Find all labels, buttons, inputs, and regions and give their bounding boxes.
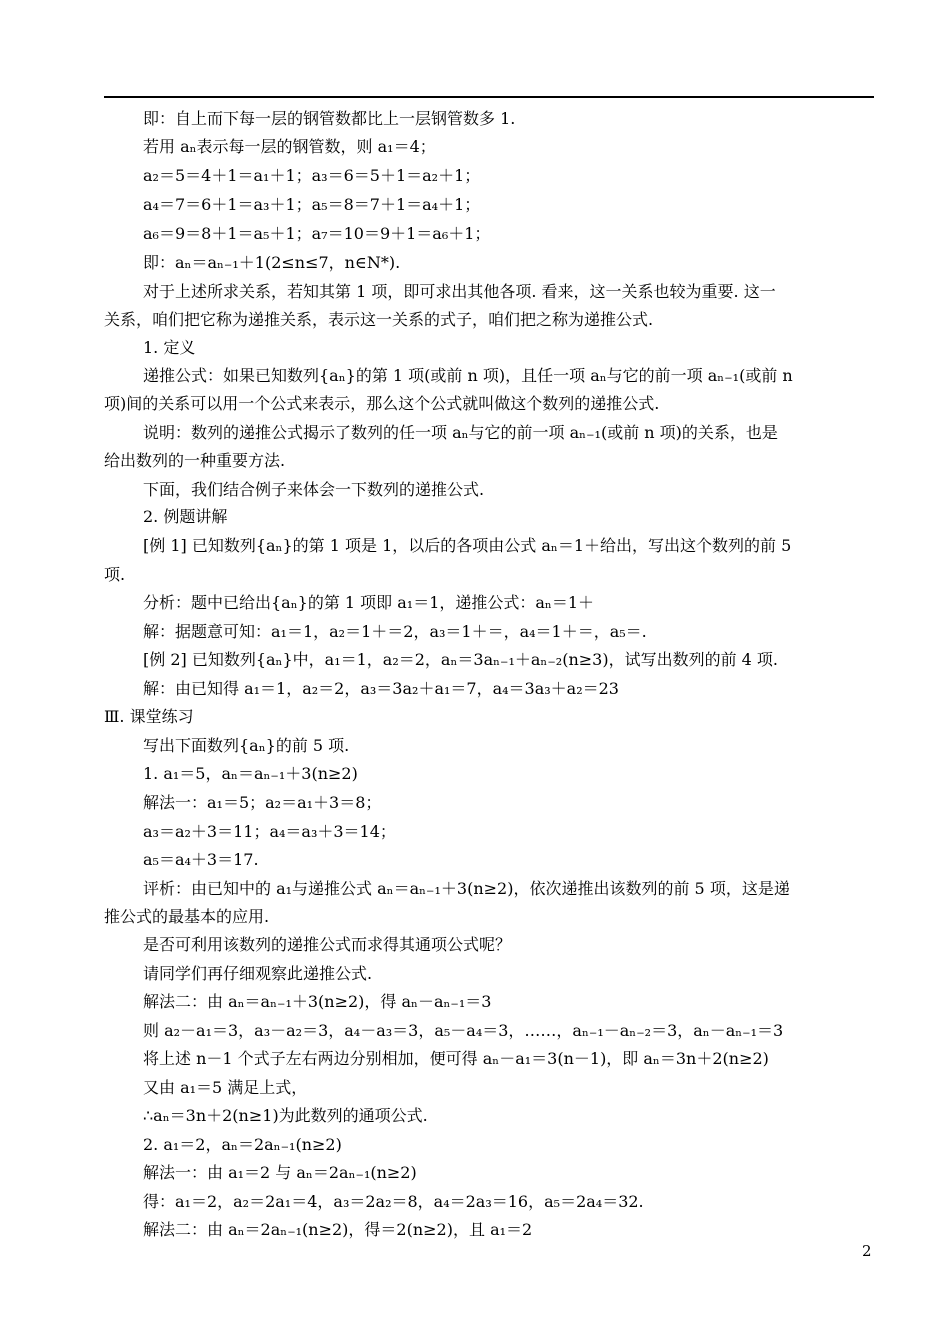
text-line: 解：据题意可知：a₁＝1，a₂＝1＋＝2，a₃＝1＋＝，a₄＝1＋＝，a₅＝.	[143, 622, 647, 641]
text-line: 则 a₂－a₁＝3，a₃－a₂＝3，a₄－a₃＝3，a₅－a₄＝3，……，aₙ₋₁－aₙ₋₂＝3，aₙ－aₙ₋₁＝3	[143, 1021, 784, 1040]
text-line: [例 2] 已知数列{aₙ}中，a₁＝1，a₂＝2，aₙ＝3aₙ₋₁＋aₙ₋₂(n≥3)，试写出数列的前 4 项.	[143, 650, 779, 669]
text-line: 解法一：由 a₁＝2 与 aₙ＝2aₙ₋₁(n≥2)	[143, 1163, 417, 1182]
text-line: ∴aₙ＝3n＋2(n≥1)为此数列的通项公式.	[143, 1106, 428, 1125]
text-line: 即：自上而下每一层的钢管数都比上一层钢管数多 1.	[143, 109, 516, 128]
text-line: a₄＝7＝6＋1＝a₃＋1；a₅＝8＝7＋1＝a₄＋1；	[143, 195, 481, 214]
text-line: 说明：数列的递推公式揭示了数列的任一项 aₙ与它的前一项 aₙ₋₁(或前 n 项)的关系，也是	[143, 423, 778, 442]
text-line: 若用 aₙ表示每一层的钢管数，则 a₁＝4；	[143, 137, 436, 156]
text-line: 项.	[104, 565, 126, 584]
text-line: 分析：题中已给出{aₙ}的第 1 项即 a₁＝1，递推公式：aₙ＝1＋	[143, 593, 595, 612]
text-line: [例 1] 已知数列{aₙ}的第 1 项是 1，以后的各项由公式 aₙ＝1＋给出，写出这个数列的前 5	[143, 536, 792, 555]
text-line: 项)间的关系可以用一个公式来表示，那么这个公式就叫做这个数列的递推公式.	[104, 394, 660, 413]
text-line: 得：a₁＝2，a₂＝2a₁＝4，a₃＝2a₂＝8，a₄＝2a₃＝16，a₅＝2a₄＝32.	[143, 1192, 644, 1211]
section-heading: Ⅲ. 课堂练习	[104, 707, 194, 726]
text-line: 解：由已知得 a₁＝1，a₂＝2，a₃＝3a₂＋a₁＝7，a₄＝3a₃＋a₂＝23	[143, 679, 619, 698]
page-number: 2	[862, 1242, 872, 1260]
text-line: 1. a₁＝5，aₙ＝aₙ₋₁＋3(n≥2)	[143, 764, 358, 783]
text-line: 解法一：a₁＝5；a₂＝a₁＋3＝8；	[143, 793, 382, 812]
text-line: 推公式的最基本的应用.	[104, 907, 270, 926]
header-rule	[104, 96, 874, 98]
text-line: 解法二：由 aₙ＝2aₙ₋₁(n≥2)，得＝2(n≥2)，且 a₁＝2	[143, 1220, 533, 1239]
text-line: 即：aₙ＝aₙ₋₁＋1(2≤n≤7，n∈N*).	[143, 253, 401, 272]
text-line: 请同学们再仔细观察此递推公式.	[143, 964, 373, 983]
text-line: 关系，咱们把它称为递推关系，表示这一关系的式子，咱们把之称为递推公式.	[104, 310, 654, 329]
text-line: 2. a₁＝2，aₙ＝2aₙ₋₁(n≥2)	[143, 1135, 342, 1154]
text-line: 解法二：由 aₙ＝aₙ₋₁＋3(n≥2)，得 aₙ－aₙ₋₁＝3	[143, 992, 492, 1011]
text-line: 下面，我们结合例子来体会一下数列的递推公式.	[143, 480, 485, 499]
text-line: 递推公式：如果已知数列{aₙ}的第 1 项(或前 n 项)，且任一项 aₙ与它的前一项 aₙ₋₁(或前 n	[143, 366, 793, 385]
section-heading: 1. 定义	[143, 338, 196, 357]
text-line: a₂＝5＝4＋1＝a₁＋1；a₃＝6＝5＋1＝a₂＋1；	[143, 166, 481, 185]
text-line: a₃＝a₂＋3＝11；a₄＝a₃＋3＝14；	[143, 822, 396, 841]
text-line: 是否可利用该数列的递推公式而求得其通项公式呢？	[143, 935, 512, 954]
section-heading: 2. 例题讲解	[143, 507, 228, 526]
text-line: 给出数列的一种重要方法.	[104, 451, 286, 470]
text-line: 写出下面数列{aₙ}的前 5 项.	[143, 736, 350, 755]
text-line: 对于上述所求关系，若知其第 1 项，即可求出其他各项. 看来，这一关系也较为重要. 这一	[143, 282, 776, 301]
text-line: 评析：由已知中的 a₁与递推公式 aₙ＝aₙ₋₁＋3(n≥2)，依次递推出该数列的前 5 项，这是递	[143, 879, 790, 898]
text-line: 将上述 n－1 个式子左右两边分别相加，便可得 aₙ－a₁＝3(n－1)，即 aₙ＝3n＋2(n≥2)	[143, 1049, 769, 1068]
text-line: a₆＝9＝8＋1＝a₅＋1；a₇＝10＝9＋1＝a₆＋1；	[143, 224, 491, 243]
text-line: a₅＝a₄＋3＝17.	[143, 850, 259, 869]
text-line: 又由 a₁＝5 满足上式，	[143, 1078, 308, 1097]
